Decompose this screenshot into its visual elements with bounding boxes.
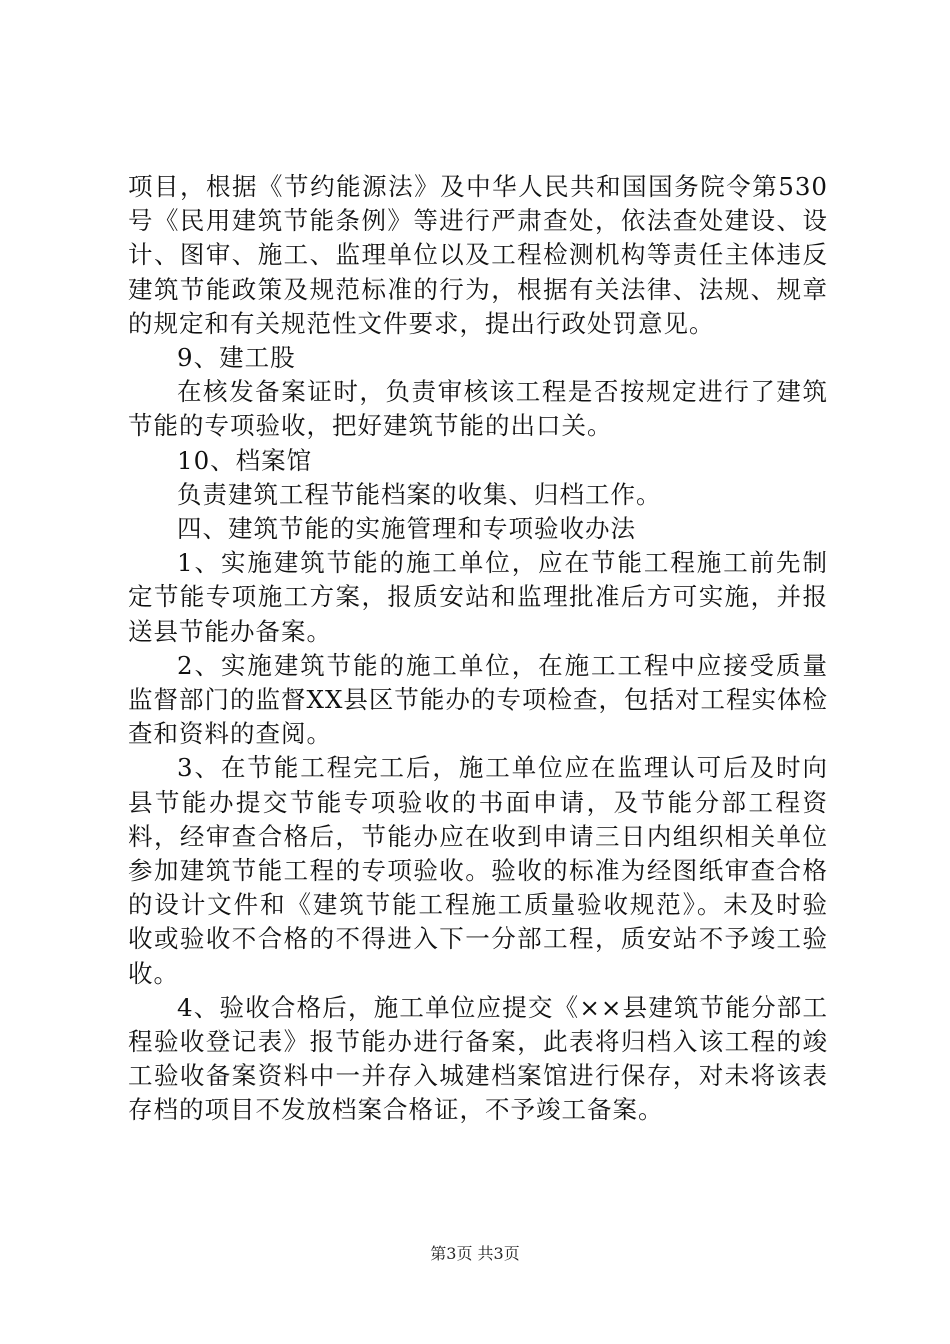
paragraph-item-1: 1、实施建筑节能的施工单位，应在节能工程施工前先制定节能专项施工方案，报质安站和监理批准后方可实施，并报送县节能办备案。 [128,548,828,646]
paragraph-item-2: 2、实施建筑节能的施工单位，在施工工程中应接受质量监督部门的监督XX县区节能办的专项检查，包括对工程实体检查和资料的查阅。 [128,650,828,749]
document-body [128,170,828,1128]
paragraph-archives: 负责建筑工程节能档案的收集、归档工作。 [177,479,662,509]
paragraph-item-4: 4、验收合格后，施工单位应提交《××县建筑节能分部工程验收登记表》报节能办进行备案，此表将归档入该工程的竣工验收备案资料中一并存入城建档案馆进行保存，对未将该表存档的项目不发放档案合格证，不予竣工备案。 [128,992,828,1125]
heading-construction-section: 9、建工股 [177,343,296,373]
heading-section-four: 四、建筑节能的实施管理和专项验收办法 [177,514,636,544]
heading-archives: 10、档案馆 [177,445,313,475]
page-footer: 第3页 共3页 [430,1244,520,1263]
paragraph-penalty: 项目，根据《节约能源法》及中华人民共和国国务院令第530号《民用建筑节能条例》等进行严肃查处，依法查处建设、设计、图审、施工、监理单位以及工程检测机构等责任主体违反建筑节能政策及规范标准的行为，根据有关法律、法规、规章的规定和有关规范性文件要求，提出行政处罚意见。 [128,172,828,338]
paragraph-item-3: 3、在节能工程完工后，施工单位应在监理认可后及时向县节能办提交节能专项验收的书面申请，及节能分部工程资料，经审查合格后，节能办应在收到申请三日内组织相关单位参加建筑节能工程的专项验收。验收的标准为经图纸审查合格的设计文件和《建筑节能工程施工质量验收规范》。未及时验收或验收不合格的不得进入下一分部工程，质安站不予竣工验收。 [128,753,828,988]
paragraph-construction-section: 在核发备案证时，负责审核该工程是否按规定进行了建筑节能的专项验收，把好建筑节能的出口关。 [128,377,828,441]
